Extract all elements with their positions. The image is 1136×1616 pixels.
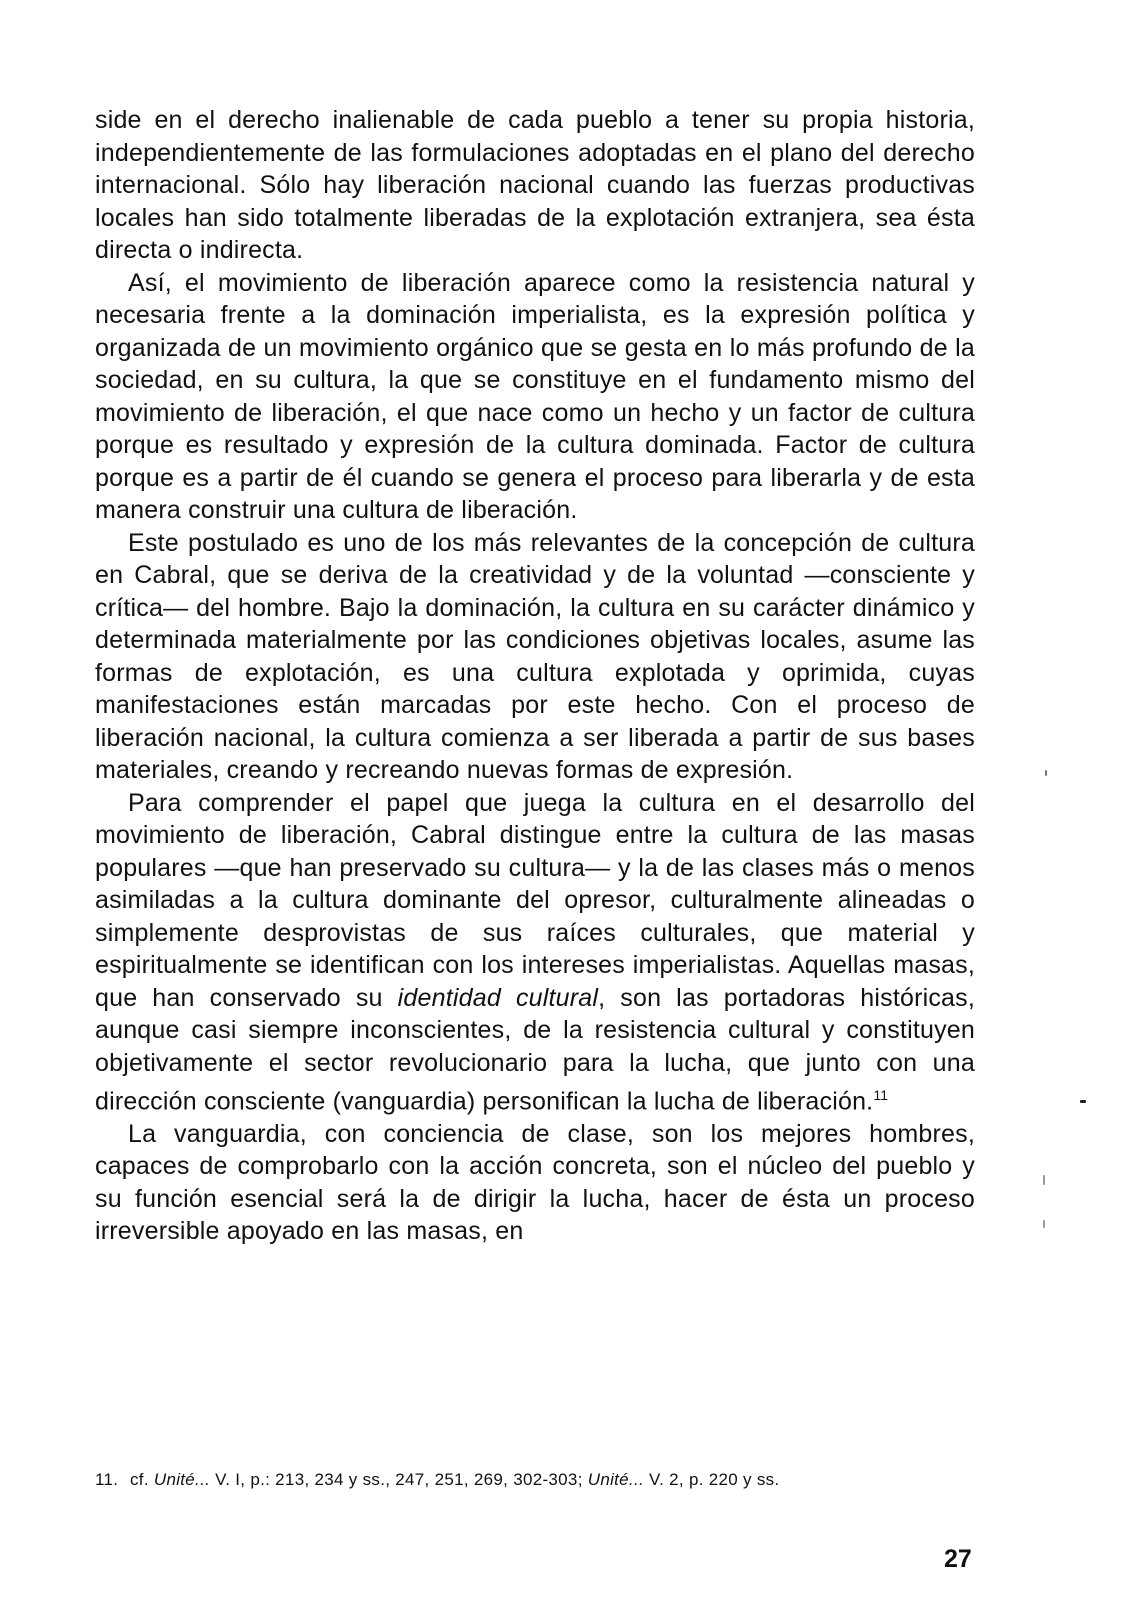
paragraph-5: La vanguardia, con conciencia de clase, son los mejores hombres, capaces de comprobarlo con la acción concreta, son el núcleo del pueblo y su función esencial será la de dirigir la lucha, hacer de ésta un proceso irreversible apoyado en las masas, en	[95, 1119, 975, 1246]
scan-speck	[1045, 770, 1047, 776]
scan-speck	[1043, 1175, 1045, 1185]
page-number: 27	[944, 1545, 972, 1573]
scan-speck	[1080, 1100, 1086, 1103]
footnote-reference[interactable]: 11	[873, 1087, 889, 1103]
body-text	[95, 104, 975, 1248]
paragraph-3: Este postulado es uno de los más relevantes de la concepción de cultura en Cabral, que se deriva de la creatividad y de la voluntad —consciente y crítica— del hombre. Bajo la dominación, la cultura en su carácter dinámico y determinada materialmente por las condiciones objetivas locales, asume las formas de explotación, es una cultura explotada y oprimida, cuyas manifestaciones están marcadas por este hecho. Con el proceso de liberación nacional, la cultura comienza a ser liberada a partir de sus bases materiales, creando y recreando nuevas formas de expresión.	[95, 528, 975, 784]
scan-speck	[1043, 1220, 1045, 1228]
paragraph-1: side en el derecho inalienable de cada pueblo a tener su propia historia, independientemente de las formulaciones adoptadas en el plano del derecho internacional. Sólo hay liberación nacional cuando las fuerzas productivas locales han sido totalmente liberadas de la explotación extranjera, sea ésta directa o indirecta.	[95, 106, 975, 264]
paragraph-2: Así, el movimiento de liberación aparece como la resistencia natural y necesaria frente a la dominación imperialista, es la expresión política y organizada de un movimiento orgánico que se gesta en lo más profundo de la sociedad, en su cultura, la que se constituye en el fundamento mismo del movimiento de liberación, el que nace como un hecho y un factor de cultura porque es resultado y expresión de la cultura dominada. Factor de cultura porque es a partir de él cuando se genera el proceso para liberarla y de esta manera construir una cultura de liberación.	[95, 268, 975, 524]
italic-term: identidad cultural	[397, 983, 599, 1012]
paragraph-4: Para comprender el papel que juega la cultura en el desarrollo del movimiento de liberación, Cabral distingue entre la cultura de las masas populares —que han preservado su cultura— y la de las clases más o menos asimiladas a la cultura dominante del opresor, culturalmente alineadas o simplemente desprovistas de sus raíces culturales, que material y espiritualmente se identifican con los intereses imperialistas. Aquellas masas, que han conservado su identidad cultural, son las portadoras históricas, aunque casi siempre inconscientes, de la resistencia cultural y constituyen objetivamente el sector revolucionario para la lucha, que junto con una dirección consciente (vanguardia) personifican la lucha de liberación.$^{11}$	[95, 788, 975, 1116]
footnote-work-title: Unité...	[153, 1470, 211, 1489]
footnote-work-title: Unité...	[587, 1470, 645, 1489]
footnote: 11. cf. Unité... V. I, p.: 213, 234 y ss., 247, 251, 269, 302-303; Unité... V. 2, p. 220 y ss.	[95, 1470, 780, 1489]
footnote-number: 11.	[95, 1470, 119, 1489]
